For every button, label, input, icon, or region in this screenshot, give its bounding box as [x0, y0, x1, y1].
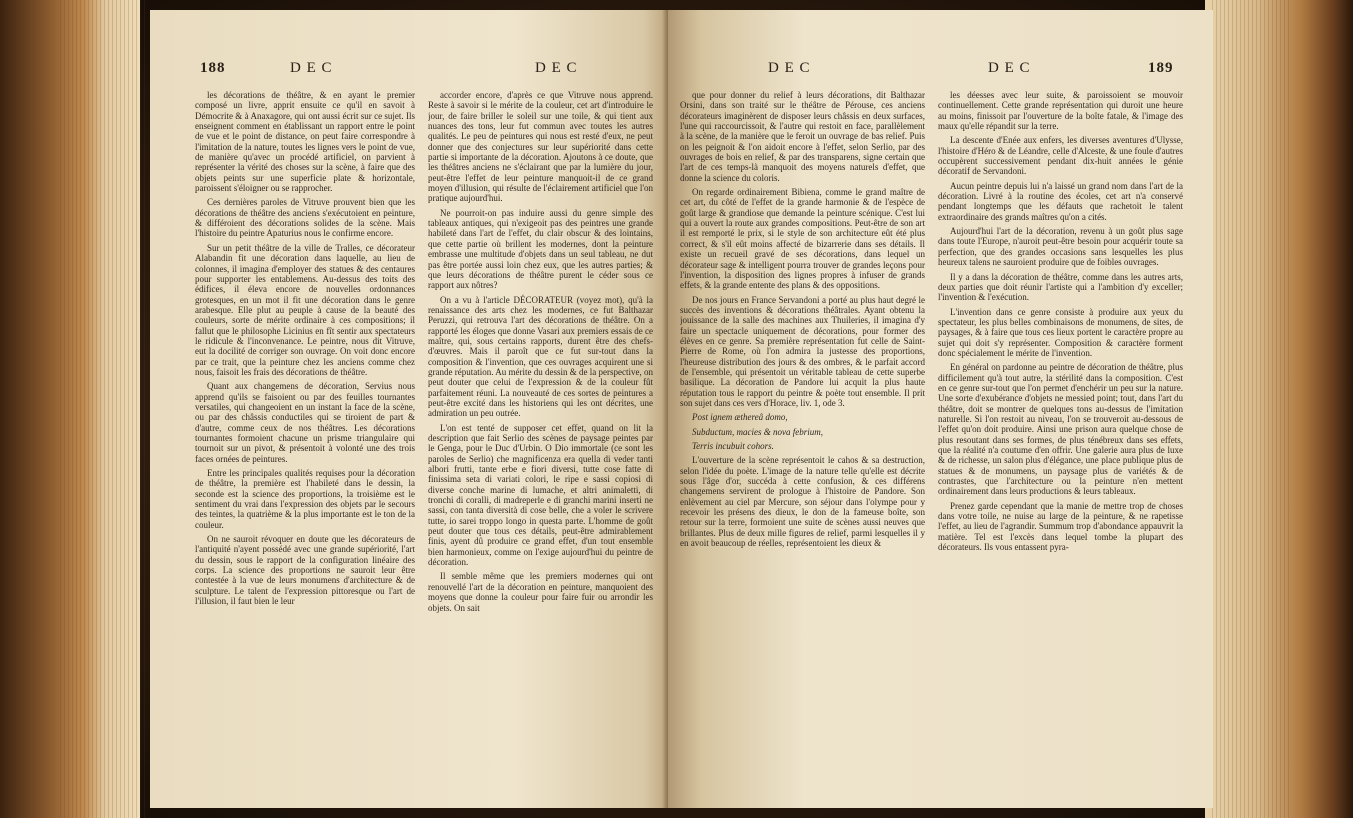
verse-line: Terris incubuit cohors.: [692, 441, 774, 451]
paragraph: On a vu à l'article DÉCORATEUR (voyez mot), qu'à la renaissance des arts chez les modernes, ce fut Balthazar Peruzzi, qui retrouva l'art des décorations de théâtre. On a rapporté les éloges que donne Vasari aux premiers essais de ce maître, qui, sous certains rapports, durent être des chefs-d'œuvres. Mais il paroît que ce fut sur-tout dans la composition & l'invention, que ces ouvrages acquirent une si grande réputation. Au mérite du dessin & de la perspective, on peut douter que celui de l'expression & de la couleur fût parfaitement réuni. La nouveauté de ces sortes de peintures a peut-être excité dans les historiens qui les ont décrites, une admiration un peu outrée.: [428, 294, 653, 419]
paragraph: accorder encore, d'après ce que Vitruve nous apprend. Reste à savoir si le mérite de la couleur, cet art d'introduire le jour, de faire briller le soleil sur une toile, & qui tient aux nuances des tons, leur fut commun avec toutes les autres qualités. Le peu de peintures qui nous est resté d'eux, ne peut donner que des conjectures sur leur supériorité dans cette partie si importante de la décoration. Ajoutons à ce doute, que les théâtres anciens ne s'éclairant que par la lumière du jour, peut-être l'effet de leur peinture manquoit-il de ce grand moyen d'illusion, qui résulte de l'éclairement artificiel que l'on pratique aujourd'hui.: [428, 90, 653, 204]
paragraph: Il semble même que les premiers modernes qui ont renouvellé l'art de la décoration en peinture, manquoient des moyens que donne la couleur pour faire fuir ou arrondir les objets. On sait: [428, 571, 653, 613]
paragraph: les déesses avec leur suite, & paroissoient se mouvoir continuellement. Cette grande représentation qui duroit une heure au moins, finissoit par l'ouverture de la boîte fatale, & l'image des maux qu'elle répandit sur la terre.: [938, 90, 1183, 132]
paragraph: L'invention dans ce genre consiste à produire aux yeux du spectateur, les plus belles combinaisons de monumens, de sites, de paysages, & à faire que tous ces lieux portent le caractère propre au sujet qui doit s'y représenter. Composition & caractère forment donc spécialement le mérite de l'invention.: [938, 306, 1183, 358]
right-page-edges-texture: [1212, 0, 1292, 818]
paragraph: De nos jours en France Servandoni a porté au plus haut degré le succès des inventions & décorations théâtrales. Ayant obtenu la jouissance de la salle des machines aux Thuileries, il imagina d'y faire un spectacle uniquement de décorations, pour former des élèves en ce genre. Sa première représentation fut celle de Saint-Pierre de Rome, où l'on admira la justesse des proportions, l'heureuse distribution des jours & des ombres, & le parfait accord de l'ensemble, qui présentoit un véritable tableau de cette superbe basilique. La décoration de Pandore lui acquit la plus haute réputation tous le rapport du peintre & poète tout ensemble. Il prit son sujet dans ces vers d'Horace, liv. 1, ode 3.: [680, 294, 925, 408]
running-head-right-188: D E C: [535, 60, 578, 76]
paragraph: Ces dernières paroles de Vitruve prouvent bien que les décorations de théâtre des anciens s'exécutoient en peinture, & différoient des décorations solides de la scène. Mais l'histoire du peintre Apaturius nous le confirme encore.: [195, 197, 415, 239]
paragraph: Aujourd'hui l'art de la décoration, revenu à un goût plus sage dans toute l'Europe, n'auroit peut-être besoin pour acquérir toute sa perfection, que des grandes occasions sans lesquelles les plus heureux talens ne sauroient produire que de foibles ouvrages.: [938, 226, 1183, 268]
paragraph: Il y a dans la décoration de théâtre, comme dans les autres arts, deux parties que doit réunir l'artiste qui a l'ambition d'y exceller; l'invention & l'exécution.: [938, 271, 1183, 303]
verse-line: Post ignem æthereâ domo,: [692, 412, 788, 423]
column-188-right: [428, 90, 653, 802]
paragraph: En général on pardonne au peintre de décoration de théâtre, plus difficilement qu'à tout autre, la stérilité dans la composition. C'est en ce genre sur-tout que l'on permet d'enchérir un peu sur la nature. Une sorte d'exubérance d'objets ne messied point; tout, dans l'art du théâtre, doit se montrer de quelques tons au-dessus de l'imitation naturelle. Si l'on restoit au niveau, l'on se trouveroit au-dessous de l'effet qu'on doit produire. Ainsi une prison aura quelque chose de plus resoutant dans ses formes, de plus ténébreux dans ses effets, que la réalité n'a coutume d'en offrir. Une galerie aura plus de luxe & de richesse, un salon plus d'élégance, une place publique plus de statues & de monumens, un paysage plus de variétés & de contrastes, que l'architecture ou la peinture n'en mettent ordinairement dans leurs productions & leurs tableaux.: [938, 362, 1183, 497]
page-188: [150, 10, 670, 808]
paragraph: On regarde ordinairement Bibiena, comme le grand maître de cet art, du côté de l'effet de la grande harmonie & de l'espèce de goût large & grandiose que demande la peinture scénique. C'est lui qui a ouvert la route aux grandes compositions. Peut-être de son art il est remporté le prix, si le style de son architecture eût été plus correct, & s'il eût moins affecté de bizarrerie dans ses détails. Il existe un recueil gravé de ses décorations, dans lequel un décorateur sage & intelligent pourra trouver de grandes leçons pour l'invention, la disposition des lignes propres à infuser de grands effets, & la grande entente des plans & des oppositions.: [680, 187, 925, 291]
paragraph: Sur un petit théâtre de la ville de Tralles, ce décorateur Alabandin fit une décoration dans laquelle, au lieu de colonnes, il imagina d'employer des statues & des centaures pour supporter les entablemens. Au-dessus des toits des édifices, il éleva encore de nouvelles ordonnances grotesques, en un mot il fit une décoration dans le genre arabesque. Elle plut au peuple à cause de la beauté des couleurs, sorte de mérite ordinaire à ces compositions; il fallut que le philosophe Licinius en fît sentir aux spectateurs le ridicule & l'inconvenance. Le peintre, nous dit Vitruve, eut la docilité de corriger son ouvrage. On voit donc encore par ce trait, que la peinture chez les anciens comme chez nous, faisoit les frais des décorations de théâtre.: [195, 242, 415, 377]
page-number-189: 189: [1148, 60, 1174, 76]
paragraph: Quant aux changemens de décoration, Servius nous apprend qu'ils se faisoient ou par des feuilles tournantes versatiles, qui changeoient en un instant la face de la scène, ou par des châssis conductiles qui se tiroient de part & d'autre, comme ceux de nos théâtres. Les décorations tournantes formoient chacune un prisme triangulaire qui tournoit sur un pivot, & présentoit à volonté une des trois faces ornées de peintures.: [195, 381, 415, 464]
column-189-right: [938, 90, 1183, 802]
column-188-left: [195, 90, 415, 802]
paragraph: les décorations de théâtre, & en ayant le premier composé un livre, apprit ensuite ce qu'il en savoit à Démocrite & à Anaxagore, qui ont aussi écrit sur ce sujet. Ils enseignent comment en établissant un rapport entre le point de vue et le point de distance, on peut faire correspondre à l'imitation de la nature, toutes les lignes vers le point de vue, de manière qu'avec un procédé artificiel, on parvient à représenter la vérité des choses sur la scène, à faire que des objets peints sur une superficie plate & horizontale, paroissent s'éloigner ou se rapprocher.: [195, 90, 415, 194]
paragraph: L'on est tenté de supposer cet effet, quand on lit la description que fait Serlio des scènes de paysage peintes par le Genga, pour le Duc d'Urbin. O Dio immortale (ce sont les paroles de Serlio) che magnificenza era quella di veder tanti albori frutti, tante erbe e fiori diversi, tutte cose fatte di finissima seta di variati colori, le ripe e sassi copiosi di diverse conche marine di lumache, et altri animaletti, di tronchi di coralli, di madreperle e di granchi marini inserti ne sassi, con tanta diversità di cose belle, che a voler le scrivere tutte, io sarei troppo longo in questa parte. L'homme de goût peut douter que tous ces détails, peut-être admirablement finis, ayent dû produire ce grand effet, d'un tout ensemble bien harmonieux, comme on l'exige aujourd'hui du peintre de décoration.: [428, 422, 653, 568]
left-page-edges-texture: [60, 0, 145, 818]
verse-line: Subductum, macies & nova febrium,: [692, 426, 823, 437]
paragraph: On ne sauroit révoquer en doute que les décorateurs de l'antiquité n'ayent possédé avec une grande supériorité, l'art du dessin, sous le rapport de la configuration linéaire des corps. La science des proportions ne sauroit leur être contestée à la vue de leurs monumens d'architecture & de sculpture. Le talent de l'expression pittoresque ou l'art de l'illusion, il faut bien le leur: [195, 534, 415, 607]
paragraph: Aucun peintre depuis lui n'a laissé un grand nom dans l'art de la décoration. Livré à la routine des écoles, cet art n'a conservé pendant longtemps que les défauts que rachetoit le talent extraordinaire des grands maîtres qu'on a cités.: [938, 180, 1183, 222]
paragraph: Prenez garde cependant que la manie de mettre trop de choses dans votre toile, ne nuise au large de la peinture, & ne rapetisse l'effet, au lieu de l'agrandir. Summum trop d'abondance appauvrit la matière. Tel est l'excès dans lequel tombe la plupart des décorateurs. Ils vous entassent pyra-: [938, 500, 1183, 553]
page-189: [668, 10, 1213, 808]
running-head-left-188: D E C: [290, 60, 333, 76]
paragraph: Entre les principales qualités requises pour la décoration de théâtre, la première est l'habileté dans le dessin, la seconde est la science des proportions, la troisième est le sentiment du vrai dans l'expression des objets par le secours des teintes, la quatrième & la plus importante est le ton de la couleur.: [195, 468, 415, 530]
running-head-right-189: D E C: [988, 60, 1031, 76]
paragraph: La descente d'Enée aux enfers, les diverses aventures d'Ulysse, l'histoire d'Héro & de Léandre, celle d'Alceste, & une foule d'autres occupèrent successivement pendant dix-huit années le génie décoratif de Servandoni.: [938, 135, 1183, 177]
page-number-188: 188: [200, 60, 226, 76]
paragraph: que pour donner du relief à leurs décorations, dit Balthazar Orsini, dans son traité sur le théâtre de Pérouse, ces anciens décorateurs imaginèrent de disposer leurs châssis en deux surfaces, l'une qui raccourcissoit, & l'autre qui restoit en face, parallèlement à la scène, de la manière que le feroit un ouvrage de bas relief. Puis on les peignoit & l'on aidoit encore à l'effet, selon Serlio, par des ouvrages de bois en relief, & par des transparens, signe certain que l'art de ces temps-là manquoit des moyens naturels d'effet, que donne la science du coloris.: [680, 90, 925, 183]
running-head-left-189: D E C: [768, 60, 811, 76]
column-189-left: [680, 90, 925, 802]
paragraph: Ne pourroit-on pas induire aussi du genre simple des tableaux antiques, qui n'exigeoit pas des peintres une grande habileté dans l'art de l'effet, du clair obscur & des lointains, que cette partie où brillent les modernes, dont la peinture embrasse une multitude d'objets dans un seul tableau, ne dut pas être portée aussi loin chez eux, que les autres parties; & que leurs décorations de théâtre purent le céder sous ce rapport aux nôtres?: [428, 207, 653, 291]
paragraph: L'ouverture de la scène représentoit le cahos & sa destruction, selon l'idée du poète. L'image de la nature telle qu'elle est décrite sous l'âge d'or, succéda à cette confusion, & ces différens changemens servirent de prologue à l'histoire de Pandore. Son enlèvement au ciel par Mercure, son séjour dans l'olympe pour y recevoir les présens des dieux, le don de la fameuse boîte, son retour sur la terre, formoient une suite de scènes aussi neuves que brillantes. Plus de deux mille figures de relief, parmi lesquelles il y en avoit beaucoup de réelles, représentoient les dieux &: [680, 455, 925, 549]
